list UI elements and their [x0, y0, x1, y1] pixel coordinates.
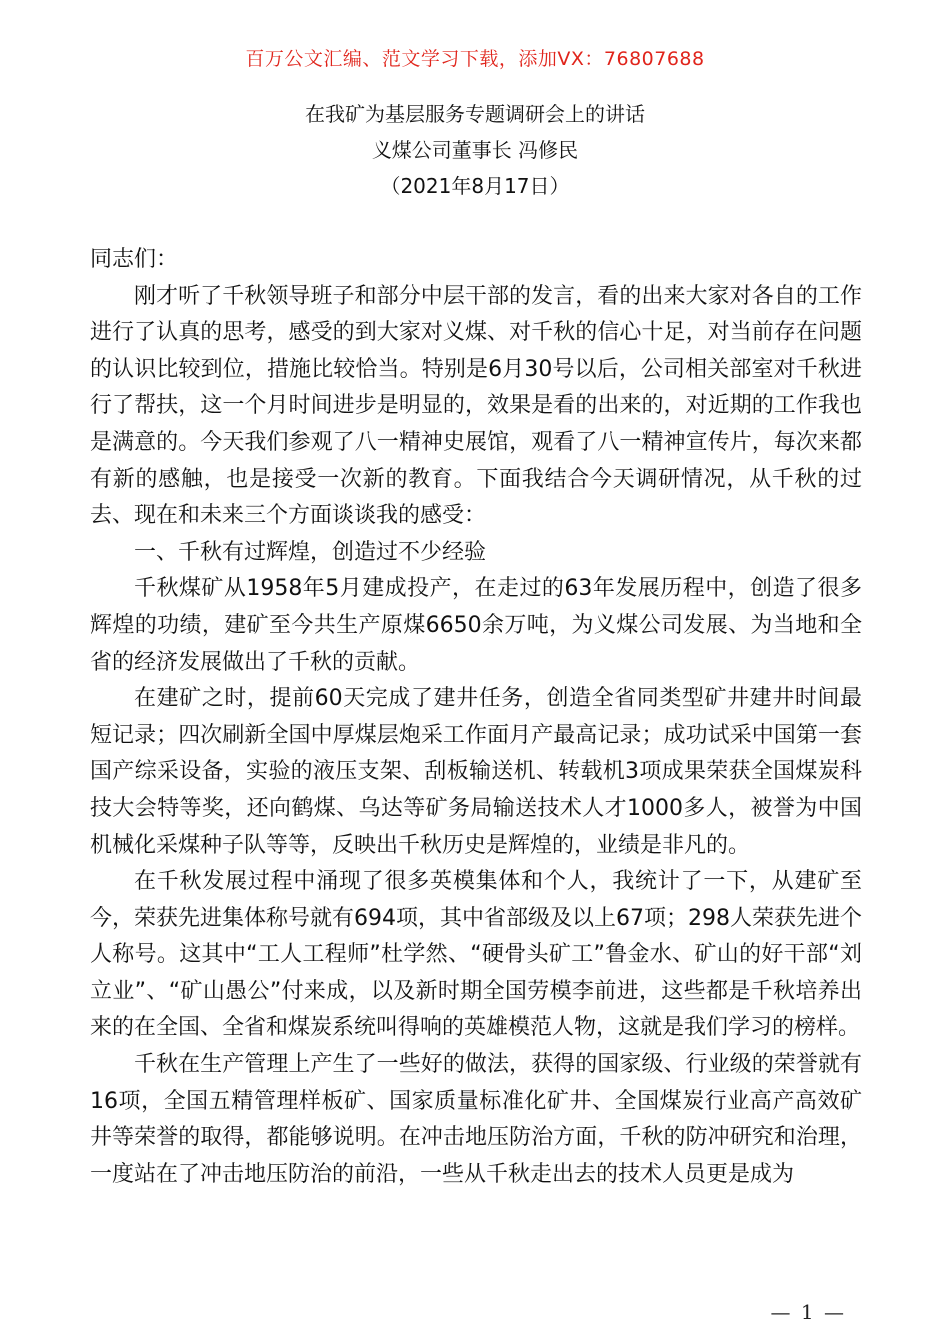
- speaker-line: 义煤公司董事长 冯修民: [371, 138, 579, 162]
- paragraph-intro: 刚才听了千秋领导班子和部分中层干部的发言，看的出来大家对各自的工作进行了认真的思考，感受的到大家对义煤、对千秋的信心十足，对当前存在问题的认识比较到位，措施比较恰当。特别是6月30号以后，公司相关部室对千秋进行了帮扶，这一个月时间进步是明显的，效果是看的出来的，对近期的工作我也是满意的。今天我们参观了八一精神史展馆，观看了八一精神宣传片，每次来都有新的感触，也是接受一次新的教育。下面我结合今天调研情况，从千秋的过去、现在和未来三个方面谈谈我的感受：: [90, 283, 862, 529]
- body-text: [90, 242, 862, 1193]
- salutation: 同志们：: [90, 247, 179, 272]
- watermark-banner: 百万公文汇编、范文学习下载，添加VX：76807688: [245, 48, 705, 70]
- paragraph-records: 在建矿之时，提前60天完成了建井任务，创造全省同类型矿井建井时间最短记录；四次刷新全国中厚煤层炮采工作面月产最高记录；成功试采中国第一套国产综采设备，实验的液压支架、刮板输送机、转载机3项成果荣获全国煤炭科技大会特等奖，还向鹤煤、乌达等矿务局输送技术人才1000多人，被誉为中国机械化采煤种子队等等，反映出千秋历史是辉煌的，业绩是非凡的。: [90, 686, 862, 858]
- paragraph-management: 千秋在生产管理上产生了一些好的做法，获得的国家级、行业级的荣誉就有16项，全国五精管理样板矿、国家质量标准化矿井、全国煤炭行业高产高效矿井等荣誉的取得，都能够说明。在冲击地压防治方面，千秋的防冲研究和治理，一度站在了冲击地压防治的前沿，一些从千秋走出去的技术人员更是成为: [90, 1052, 862, 1187]
- section-heading-1: 一、千秋有过辉煌，创造过不少经验: [134, 539, 487, 565]
- paragraph-history: 千秋煤矿从1958年5月建成投产，在走过的63年发展历程中，创造了很多辉煌的功绩，建矿至今共生产原煤6650余万吨，为义煤公司发展、为当地和全省的经济发展做出了千秋的贡献。: [90, 576, 862, 675]
- page-number: — 1 —: [770, 1300, 846, 1324]
- speech-date: （2021年8月17日）: [380, 174, 570, 198]
- title-block: [0, 96, 950, 204]
- paragraph-heroes: 在千秋发展过程中涌现了很多英模集体和个人，我统计了一下，从建矿至今，荣获先进集体称号就有694项，其中省部级及以上67项；298人荣获先进个人称号。这其中“工人工程师”杜学然、“硬骨头矿工”鲁金水、矿山的好干部“刘立业”、“矿山愚公”付来成，以及新时期全国劳模李前进，这些都是千秋培养出来的在全国、全省和煤炭系统叫得响的英雄模范人物，这就是我们学习的榜样。: [90, 869, 862, 1041]
- speech-title: 在我矿为基层服务专题调研会上的讲话: [305, 102, 645, 126]
